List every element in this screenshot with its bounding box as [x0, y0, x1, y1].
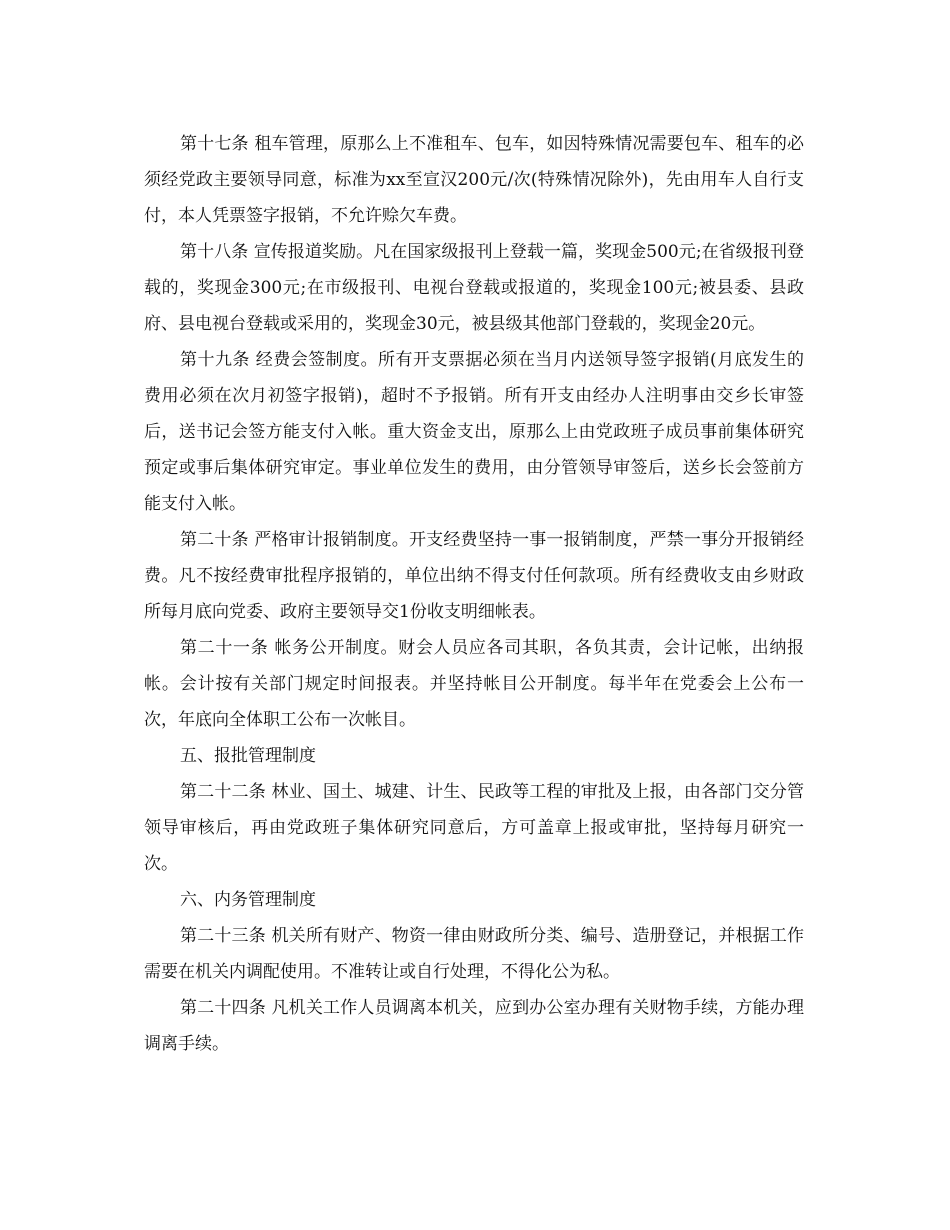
article-23-paragraph: 第二十三条 机关所有财产、物资一律由财政所分类、编号、造册登记，并根据工作需要在机关内调配使用。不准转让或自行处理，不得化公为私。: [144, 926, 804, 982]
article-19-paragraph: 第十九条 经费会签制度。所有开支票据必须在当月内送领导签字报销(月底发生的费用必须在次月初签字报销)，超时不予报销。所有开支由经办人注明事由交乡长审签后，送书记会签方能支付入帐。重大资金支出，原那么上由党政班子成员事前集体研究预定或事后集体研究审定。事业单位发生的费用，由分管领导审签后，送乡长会签前方能支付入帐。: [144, 350, 804, 514]
article-17-paragraph: 第十七条 租车管理，原那么上不准租车、包车，如因特殊情况需要包车、租车的必须经党政主要领导同意，标准为xx至宣汉200元/次(特殊情况除外)，先由用车人自行支付，本人凭票签字报销，不允许赊欠车费。: [144, 134, 804, 226]
section-6-heading: 六、内务管理制度: [180, 890, 316, 910]
article-18-paragraph: 第十八条 宣传报道奖励。凡在国家级报刊上登载一篇，奖现金500元;在省级报刊登载的，奖现金300元;在市级报刊、电视台登载或报道的，奖现金100元;被县委、县政府、县电视台登载或采用的，奖现金30元，被县级其他部门登载的，奖现金20元。: [144, 242, 804, 334]
section-5-heading: 五、报批管理制度: [180, 746, 316, 766]
document-body: [144, 126, 804, 1062]
article-22-paragraph: 第二十二条 林业、国土、城建、计生、民政等工程的审批及上报，由各部门交分管领导审核后，再由党政班子集体研究同意后，方可盖章上报或审批，坚持每月研究一次。: [144, 782, 804, 874]
article-21-paragraph: 第二十一条 帐务公开制度。财会人员应各司其职，各负其责，会计记帐，出纳报帐。会计按有关部门规定时间报表。并坚持帐目公开制度。每半年在党委会上公布一次，年底向全体职工公布一次帐目。: [144, 638, 804, 730]
article-20-paragraph: 第二十条 严格审计报销制度。开支经费坚持一事一报销制度，严禁一事分开报销经费。凡不按经费审批程序报销的，单位出纳不得支付任何款项。所有经费收支由乡财政所每月底向党委、政府主要领导交1份收支明细帐表。: [144, 530, 804, 622]
article-24-paragraph: 第二十四条 凡机关工作人员调离本机关，应到办公室办理有关财物手续，方能办理调离手续。: [144, 998, 804, 1054]
